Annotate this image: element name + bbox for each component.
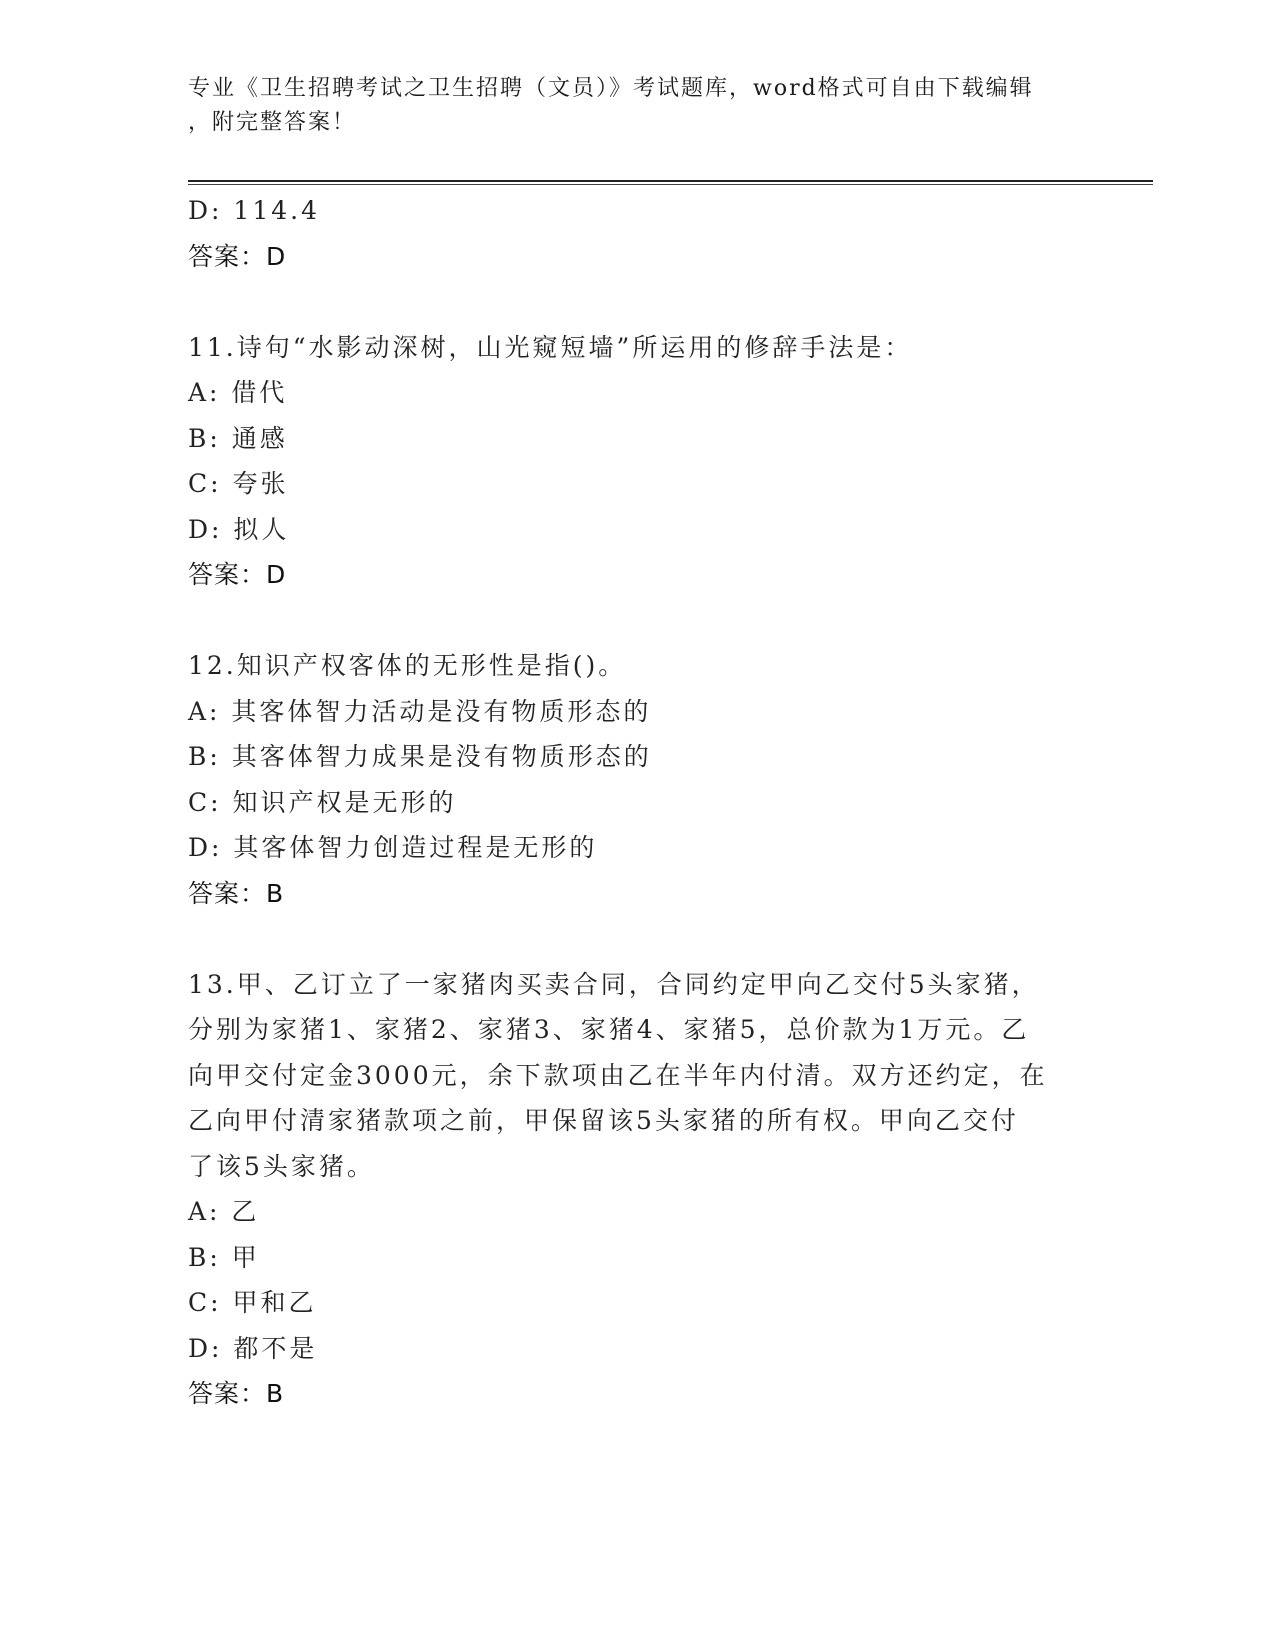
option-d: D: 拟人 bbox=[188, 514, 290, 544]
question-11 bbox=[188, 325, 1088, 598]
header-line-1: 专业《卫生招聘考试之卫生招聘（文员）》考试题库，word格式可自由下载编辑 bbox=[188, 76, 1034, 101]
spacer bbox=[188, 916, 1088, 962]
option-b: B: 其客体智力成果是没有物质形态的 bbox=[188, 742, 652, 771]
answer: 答案：B bbox=[188, 878, 285, 908]
option-b: B: 通感 bbox=[188, 423, 288, 453]
header-line-2: ，附完整答案！ bbox=[188, 110, 357, 135]
question-stem-line-1: 13.甲、乙订立了一家猪肉买卖合同，合同约定甲向乙交付5头家猪， bbox=[188, 969, 1040, 999]
prev-answer: 答案：D bbox=[188, 241, 287, 271]
question-stem-line-3: 向甲交付定金3000元，余下款项由乙在半年内付清。双方还约定，在 bbox=[188, 1060, 1048, 1090]
question-stem: 11.诗句“水影动深树，山光窥短墙”所运用的修辞手法是： bbox=[188, 332, 913, 362]
question-stem: 12.知识产权客体的无形性是指()。 bbox=[188, 651, 627, 680]
document-header bbox=[188, 72, 1068, 140]
option-a: A: 乙 bbox=[188, 1197, 260, 1226]
question-content bbox=[188, 188, 1088, 1417]
question-stem-line-2: 分别为家猪1、家猪2、家猪3、家猪4、家猪5，总价款为1万元。乙 bbox=[188, 1015, 1030, 1044]
question-stem-line-4: 乙向甲付清家猪款项之前，甲保留该5头家猪的所有权。甲向乙交付 bbox=[188, 1106, 1019, 1135]
option-b: B: 甲 bbox=[188, 1242, 260, 1272]
option-d: D: 都不是 bbox=[188, 1333, 318, 1363]
question-stem-line-5: 了该5头家猪。 bbox=[188, 1151, 375, 1181]
answer: 答案：D bbox=[188, 560, 287, 589]
option-d: D: 其客体智力创造过程是无形的 bbox=[188, 833, 598, 862]
spacer bbox=[188, 598, 1088, 644]
header-divider-thin bbox=[188, 184, 1153, 185]
option-c: C: 夸张 bbox=[188, 469, 289, 498]
option-c: C: 甲和乙 bbox=[188, 1288, 317, 1317]
option-a: A: 借代 bbox=[188, 378, 288, 407]
header-divider-thick bbox=[188, 180, 1153, 182]
answer: 答案：B bbox=[188, 1379, 285, 1408]
prev-option-d: D: 114.4 bbox=[188, 196, 320, 225]
option-c: C: 知识产权是无形的 bbox=[188, 787, 457, 817]
option-a: A: 其客体智力活动是没有物质形态的 bbox=[188, 696, 652, 726]
question-12 bbox=[188, 643, 1088, 916]
spacer bbox=[188, 279, 1088, 325]
question-13 bbox=[188, 962, 1088, 1417]
